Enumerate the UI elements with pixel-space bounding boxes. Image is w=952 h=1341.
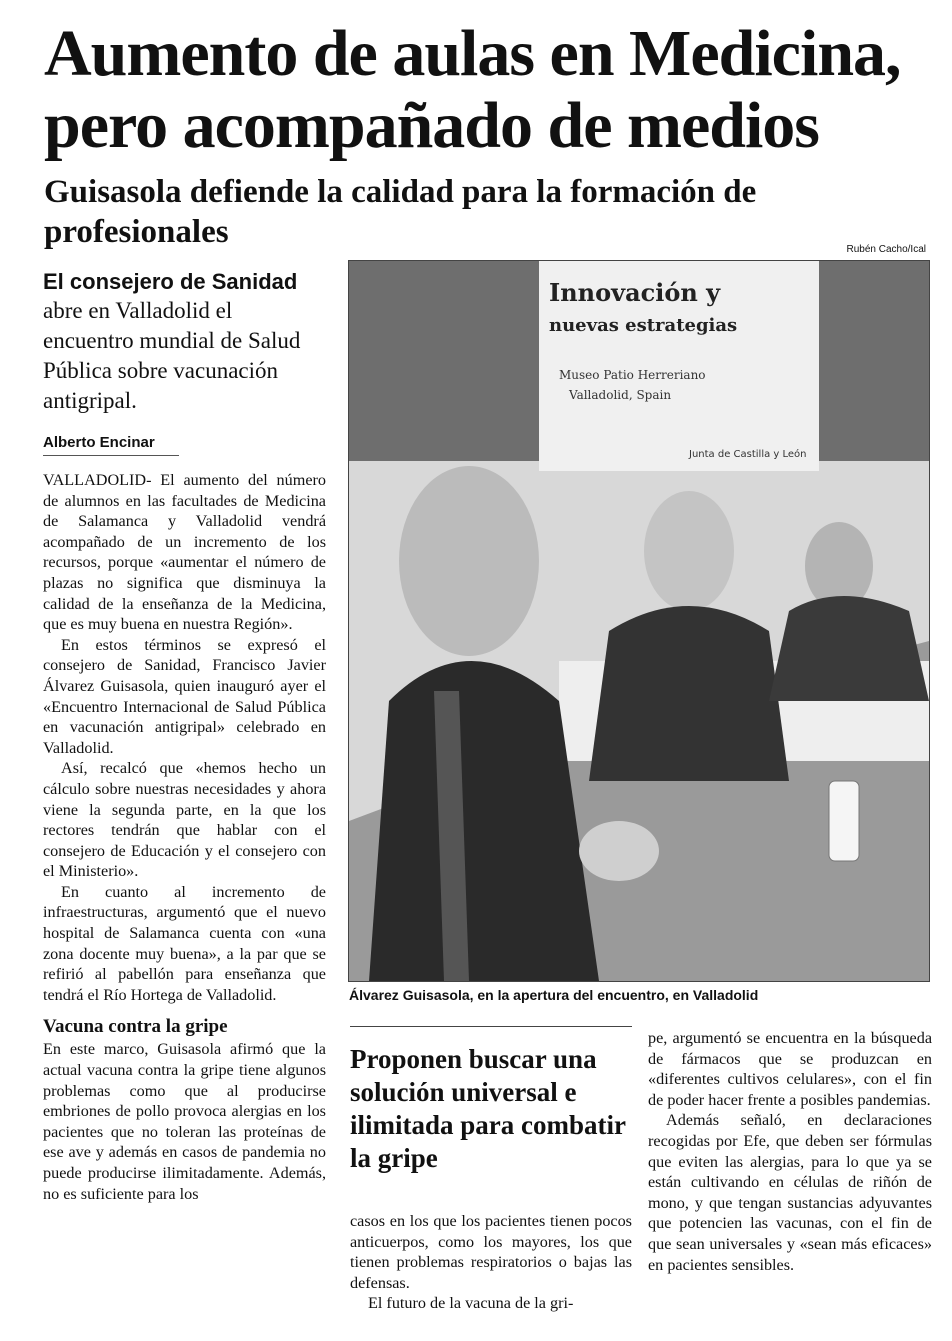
paragraph: En este marco, Guisasola afirmó que la actual vacuna contra la gripe tiene algunos problemas como que al producirse embriones de pollo provoca alergias en los pacientes que no toleran las proteínas de ese ave y además en casos de pandemia no puede producirse ilimitadamente. Además, no es suficiente para los: [43, 1040, 326, 1203]
box-divider: [350, 1026, 632, 1027]
banner-line: Museo Patio Herreriano: [559, 368, 706, 382]
banner-line: Innovación y: [549, 278, 721, 307]
paragraph: VALLADOLID- El aumento del número de alumnos en las facultades de Medicina de Salamanca y Valladolid vendrá acompañado de un incremento de los recursos, porque «aumentar el número de plazas no significa que disminuya la calidad de la enseñanza de la Medicina, que es muy buena en nuestra Región».: [43, 471, 326, 634]
paragraph: Así, recalcó que «hemos hecho un cálculo sobre nuestras necesidades y ahora viene la segunda parte, en la que los rectores tendrán que hablar con el consejero de Educación y el consejero con el Ministerio».: [43, 759, 326, 881]
banner-line: Valladolid, Spain: [569, 388, 672, 402]
column-3: [648, 1028, 932, 1275]
box-title: Proponen buscar una solución universal e ilimitada para combatir la gripe: [350, 1044, 626, 1173]
column-2: [350, 1026, 632, 1314]
photo-credit: Rubén Cacho/Ical: [846, 244, 926, 255]
lead-text: abre en Valladolid el encuentro mundial de Salud Pública sobre vacunación antigripal.: [43, 298, 301, 413]
photo-caption: Álvarez Guisasola, en la apertura del encuentro, en Valladolid: [349, 987, 759, 1003]
news-photo: [348, 260, 930, 982]
subheadline: Guisasola defiende la calidad para la formación de profesionales: [44, 174, 757, 250]
lead-summary: [43, 268, 326, 416]
conference-photo-illustration: [349, 261, 929, 981]
column-1: [43, 268, 326, 1204]
paragraph: Además señaló, en declaraciones recogidas por Efe, que deben ser fórmulas que eviten las alergias, para lo que ya se están cultivando en células de riñón de mono, y que tengan sustancias adyuvantes que potencien las vacunas, con el fin de que sean universales y «sean más eficaces» en pacientes sensibles.: [648, 1111, 932, 1274]
paragraph: El futuro de la vacuna de la gri-: [368, 1294, 574, 1313]
paragraph: pe, argumentó se encuentra en la búsqueda de fármacos que se produzcan en «diferentes cultivos celulares», con el fin de poder hacer frente a posibles pandemias.: [648, 1029, 932, 1109]
section-heading: Vacuna contra la gripe: [43, 1016, 228, 1038]
headline: Aumento de aulas en Medicina, pero acompañado de medios: [44, 17, 901, 162]
paragraph: En estos términos se expresó el consejero de Sanidad, Francisco Javier Álvarez Guisasola, quien inauguró ayer el «Encuentro Internacional de Salud Pública en vacunación antigripal» celebrado en Valladolid.: [43, 635, 326, 757]
paragraph: En cuanto al incremento de infraestructuras, argumentó que el nuevo hospital de Salamanca cuenta con «una zona docente muy buena», a la par que se refirió al pabellón para enseñanza que tendrá el Río Hortega de Valladolid.: [43, 882, 326, 1004]
banner-line: nuevas estrategias: [549, 315, 738, 336]
paragraph: casos en los que los pacientes tienen pocos anticuerpos, como los mayores, los que tienen problemas respiratorios o bajas las defensas.: [350, 1212, 632, 1292]
byline: Alberto Encinar: [43, 434, 179, 456]
banner-line: Junta de Castilla y León: [689, 449, 807, 460]
lead-bold: El consejero de Sanidad: [43, 269, 298, 294]
